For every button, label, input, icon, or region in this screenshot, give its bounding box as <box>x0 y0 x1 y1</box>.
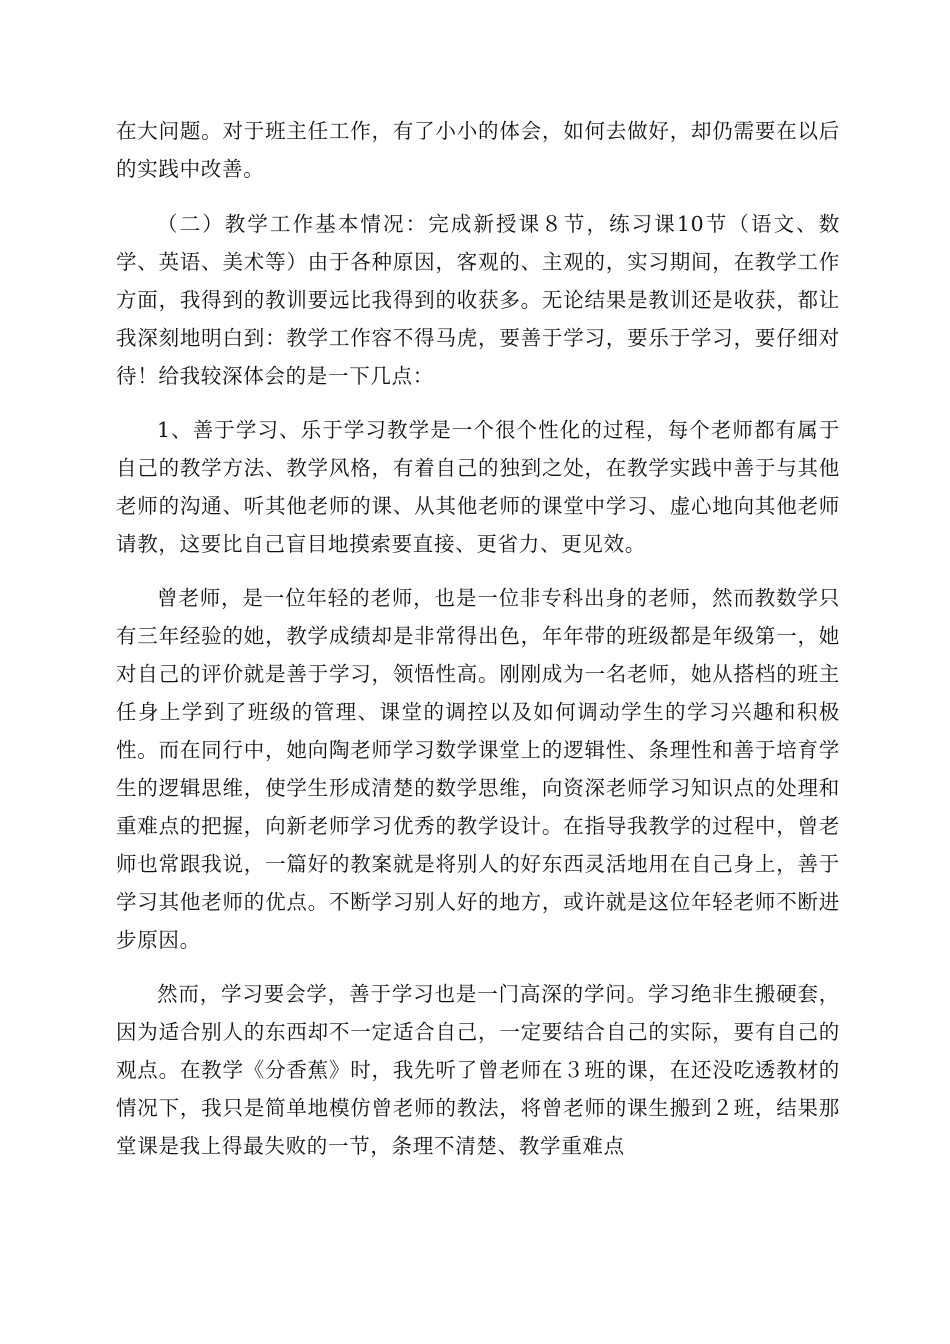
paragraph-point-1: 1、善于学习、乐于学习教学是一个很个性化的过程，每个老师都有属于自己的教学方法、教学风格，有着自己的独到之处，在教学实践中善于与其他老师的沟通、听其他老师的课、从其他老师的课堂中学习、虚心地向其他老师请教，这要比自己盲目地摸索要直接、更省力、更见效。 <box>116 418 840 556</box>
document-body <box>116 112 840 1165</box>
paragraph-continuation: 在大问题。对于班主任工作，有了小小的体会，如何去做好，却仍需要在以后的实践中改善。 <box>116 119 840 181</box>
paragraph-teaching-overview: （二）教学工作基本情况：完成新授课８节，练习课10节（语文、数学、英语、美术等）由于各种原因，客观的、主观的，实习期间，在教学工作方面，我得到的教训要远比我得到的收获多。无论结果是教训还是收获，都让我深刻地明白到：教学工作容不得马虎，要善于学习，要乐于学习，要仔细对待！给我较深体会的是一下几点： <box>116 212 840 388</box>
paragraph-teacher-zeng: 曾老师，是一位年轻的老师，也是一位非专科出身的老师，然而教数学只有三年经验的她，教学成绩却是非常得出色，年年带的班级都是年级第一，她对自己的评价就是善于学习，领悟性高。刚刚成为一名老师，她从搭档的班主任身上学到了班级的管理、课堂的调控以及如何调动学生的学习兴趣和积极性。而在同行中，她向陶老师学习数学课堂上的逻辑性、条理性和善于培育学生的逻辑思维，使学生形成清楚的数学思维，向资深老师学习知识点的处理和重难点的把握，向新老师学习优秀的教学设计。在指导我教学的过程中，曾老师也常跟我说，一篇好的教案就是将别人的好东西灵活地用在自己身上，善于学习其他老师的优点。不断学习别人好的地方，或许就是这位年轻老师不断进步原因。 <box>116 586 840 952</box>
paragraph-learning-method: 然而，学习要会学，善于学习也是一门高深的学问。学习绝非生搬硬套，因为适合别人的东西却不一定适合自己，一定要结合自己的实际，要有自己的观点。在教学《分香蕉》时，我先听了曾老师在３班的课，在还没吃透教材的情况下，我只是简单地模仿曾老师的教法，将曾老师的课生搬到２班，结果那堂课是我上得最失败的一节，条理不清楚、教学重难点 <box>116 982 840 1158</box>
